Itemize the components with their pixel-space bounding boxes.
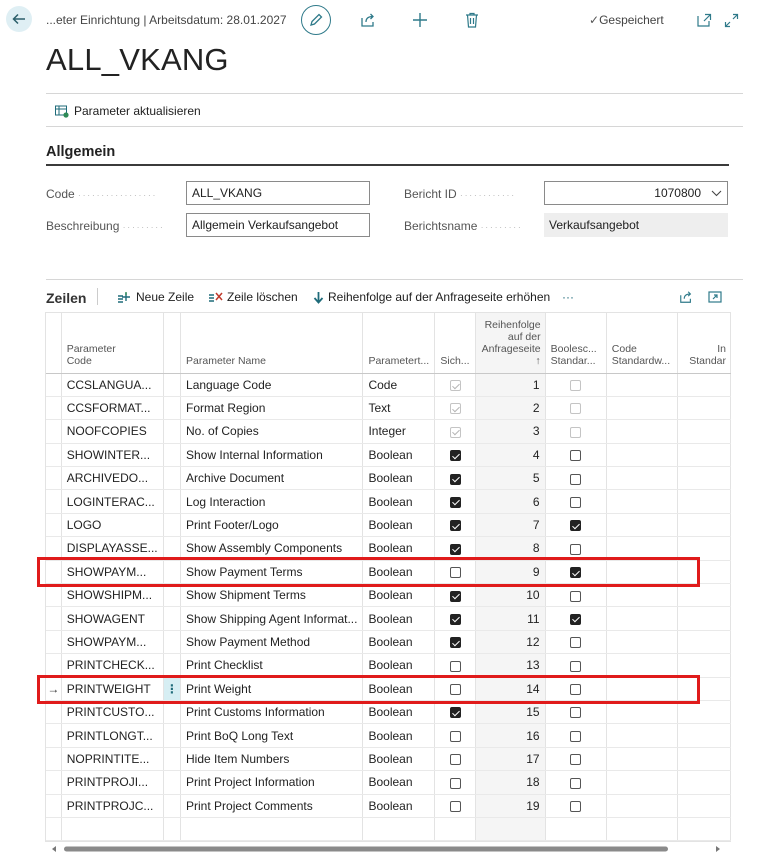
order-cell: 16 [476, 724, 545, 747]
share-button[interactable] [359, 11, 377, 29]
row-menu-cell[interactable] [163, 771, 180, 794]
row-indicator [46, 584, 61, 607]
code-default-cell[interactable] [606, 794, 677, 817]
param-name-cell[interactable]: Log Interaction [181, 490, 363, 513]
table-row[interactable] [46, 724, 731, 747]
bool-default-cell[interactable] [545, 443, 606, 466]
visible-cell[interactable] [435, 584, 476, 607]
param-code-cell[interactable]: SHOWINTER... [61, 443, 163, 466]
bool-default-checkbox[interactable] [570, 637, 581, 648]
bool-default-cell[interactable] [545, 630, 606, 653]
param-type-cell[interactable]: Boolean [363, 677, 435, 700]
int-default-cell[interactable] [677, 630, 730, 653]
param-code-cell[interactable]: DISPLAYASSE... [61, 537, 163, 560]
row-menu-cell[interactable] [163, 630, 180, 653]
visible-checkbox[interactable] [450, 661, 461, 672]
visible-cell[interactable] [435, 724, 476, 747]
table-row[interactable] [46, 490, 731, 513]
param-name-cell[interactable]: Print Project Information [181, 771, 363, 794]
visible-cell[interactable] [435, 467, 476, 490]
order-cell: 2 [476, 396, 545, 419]
row-indicator [46, 630, 61, 653]
open-in-window-icon [708, 290, 722, 304]
bool-default-checkbox [570, 403, 581, 414]
report-id-label: Bericht ID ············ [404, 187, 516, 201]
int-default-cell[interactable] [677, 724, 730, 747]
visible-cell[interactable] [435, 771, 476, 794]
table-body [46, 373, 731, 842]
param-code-cell[interactable]: NOPRINTITE... [61, 747, 163, 770]
param-type-cell[interactable]: Boolean [363, 724, 435, 747]
table-row[interactable] [46, 794, 731, 817]
order-cell: 17 [476, 747, 545, 770]
code-default-cell[interactable] [606, 724, 677, 747]
bool-default-cell[interactable] [545, 584, 606, 607]
row-indicator [46, 654, 61, 677]
table-row[interactable] [46, 630, 731, 653]
visible-cell[interactable] [435, 654, 476, 677]
param-name-cell[interactable]: Show Internal Information [181, 443, 363, 466]
update-parameters-icon [55, 105, 69, 118]
bool-default-checkbox[interactable] [570, 707, 581, 718]
bool-default-cell[interactable] [545, 607, 606, 630]
param-code-cell[interactable]: CCSLANGUA... [61, 373, 163, 396]
page-title: ALL_VKANG [46, 42, 229, 77]
param-code-cell[interactable]: SHOWSHIPM... [61, 584, 163, 607]
param-name-cell[interactable]: Language Code [181, 373, 363, 396]
order-cell: 4 [476, 443, 545, 466]
int-default-cell[interactable] [677, 654, 730, 677]
bool-default-checkbox[interactable] [570, 474, 581, 485]
current-row-arrow-icon: → [47, 681, 60, 696]
visible-checkbox [450, 427, 461, 438]
visible-checkbox [450, 403, 461, 414]
param-code-cell[interactable]: PRINTPROJI... [61, 771, 163, 794]
table-header-row [46, 313, 731, 373]
param-name-cell[interactable]: Show Shipping Agent Informat... [181, 607, 363, 630]
visible-cell[interactable] [435, 443, 476, 466]
visible-checkbox[interactable] [450, 801, 461, 812]
visible-checkbox[interactable] [450, 754, 461, 765]
param-name-cell[interactable]: No. of Copies [181, 420, 363, 443]
open-new-window-icon [697, 13, 712, 28]
order-cell: 19 [476, 794, 545, 817]
bool-default-cell[interactable] [545, 396, 606, 419]
code-default-cell[interactable] [606, 373, 677, 396]
param-code-cell[interactable]: CCSFORMAT... [61, 396, 163, 419]
int-default-cell[interactable] [677, 420, 730, 443]
visible-checkbox[interactable] [450, 544, 461, 555]
bool-default-cell[interactable] [545, 513, 606, 536]
pencil-icon [309, 13, 323, 27]
row-indicator [46, 747, 61, 770]
order-cell: 6 [476, 490, 545, 513]
order-cell: 13 [476, 654, 545, 677]
row-indicator [46, 420, 61, 443]
update-parameters-label: Parameter aktualisieren [74, 104, 201, 118]
code-default-header[interactable]: Code Standardw... [606, 313, 677, 373]
order-cell: 18 [476, 771, 545, 794]
param-type-cell[interactable]: Boolean [363, 490, 435, 513]
empty-row [46, 817, 731, 840]
visible-cell[interactable] [435, 420, 476, 443]
bool-default-checkbox[interactable] [570, 591, 581, 602]
row-indicator [46, 607, 61, 630]
int-default-header[interactable]: In Standar [677, 313, 730, 373]
bool-default-checkbox[interactable] [570, 661, 581, 672]
int-default-cell[interactable] [677, 513, 730, 536]
int-default-cell[interactable] [677, 607, 730, 630]
row-menu-cell[interactable] [163, 584, 180, 607]
check-icon: ✓ [589, 13, 600, 27]
visible-cell[interactable] [435, 513, 476, 536]
new-line-action[interactable] [117, 290, 194, 304]
param-type-cell[interactable]: Text [363, 396, 435, 419]
param-name-header[interactable]: Parameter Name [181, 313, 363, 373]
bool-default-checkbox [570, 427, 581, 438]
table-row[interactable] [46, 747, 731, 770]
param-name-cell[interactable]: Print Footer/Logo [181, 513, 363, 536]
visible-checkbox[interactable] [450, 497, 461, 508]
param-code-cell[interactable]: PRINTCUSTO... [61, 700, 163, 723]
arrow-down-icon [313, 291, 324, 304]
param-type-cell[interactable]: Boolean [363, 443, 435, 466]
bool-default-checkbox [570, 380, 581, 391]
arrow-left-icon [12, 12, 26, 26]
highlight-box-print-weight [37, 675, 700, 704]
param-code-cell[interactable]: LOGO [61, 513, 163, 536]
lines-expand-button[interactable] [706, 288, 724, 306]
param-type-cell[interactable]: Boolean [363, 513, 435, 536]
visible-cell[interactable] [435, 396, 476, 419]
back-button[interactable] [6, 6, 32, 32]
code-default-cell[interactable] [606, 771, 677, 794]
bool-default-cell[interactable] [545, 420, 606, 443]
int-default-cell[interactable] [677, 490, 730, 513]
order-cell: 15 [476, 700, 545, 723]
bool-default-checkbox[interactable] [570, 731, 581, 742]
int-default-cell[interactable] [677, 396, 730, 419]
int-default-cell[interactable] [677, 771, 730, 794]
row-indicator [46, 490, 61, 513]
bool-default-cell[interactable] [545, 747, 606, 770]
row-menu-cell[interactable] [163, 373, 180, 396]
code-label: Code ················· [46, 187, 158, 201]
saved-status [589, 13, 664, 27]
param-code-cell[interactable]: LOGINTERAC... [61, 490, 163, 513]
table-row[interactable] [46, 396, 731, 419]
bool-default-checkbox[interactable] [570, 778, 581, 789]
row-menu-cell[interactable] [163, 420, 180, 443]
general-section-title[interactable]: Allgemein [46, 144, 116, 160]
order-cell: 3 [476, 420, 545, 443]
report-id-value: 1070800 [654, 186, 701, 200]
code-default-cell[interactable] [606, 467, 677, 490]
param-code-cell[interactable]: PRINTCHECK... [61, 654, 163, 677]
more-actions-button[interactable]: ··· [562, 290, 574, 304]
visible-checkbox[interactable] [450, 731, 461, 742]
param-code-cell[interactable]: PRINTWEIGHT [61, 677, 163, 700]
share-icon [360, 12, 376, 28]
param-type-cell[interactable]: Code [363, 373, 435, 396]
table-row[interactable] [46, 513, 731, 536]
visible-checkbox[interactable] [450, 450, 461, 461]
indicator-header [46, 313, 61, 373]
bool-default-cell[interactable] [545, 490, 606, 513]
param-type-cell[interactable]: Boolean [363, 607, 435, 630]
table-row[interactable] [46, 771, 731, 794]
order-cell: 1 [476, 373, 545, 396]
bool-default-checkbox[interactable] [570, 497, 581, 508]
param-name-cell[interactable]: Format Region [181, 396, 363, 419]
code-default-cell[interactable] [606, 490, 677, 513]
param-type-cell[interactable]: Boolean [363, 747, 435, 770]
row-menu-cell[interactable] [163, 724, 180, 747]
param-name-cell[interactable]: Archive Document [181, 467, 363, 490]
bool-default-checkbox[interactable] [570, 450, 581, 461]
param-code-header[interactable]: Parameter Code [61, 313, 163, 373]
order-cell: 7 [476, 513, 545, 536]
bool-default-checkbox[interactable] [570, 520, 581, 531]
visible-checkbox[interactable] [450, 614, 461, 625]
update-parameters-action[interactable] [55, 104, 201, 118]
bool-default-cell[interactable] [545, 373, 606, 396]
order-cell: 12 [476, 630, 545, 653]
row-indicator [46, 771, 61, 794]
param-name-cell[interactable]: Print Project Comments [181, 794, 363, 817]
bool-default-cell[interactable] [545, 794, 606, 817]
lines-share-button[interactable] [677, 288, 695, 306]
param-code-cell[interactable]: ARCHIVEDO... [61, 467, 163, 490]
visible-checkbox[interactable] [450, 520, 461, 531]
new-line-icon [117, 291, 132, 304]
param-code-cell[interactable]: PRINTPROJC... [61, 794, 163, 817]
report-name-field: Verkaufsangebot [544, 213, 728, 237]
code-default-cell[interactable] [606, 443, 677, 466]
int-default-cell[interactable] [677, 373, 730, 396]
row-indicator [46, 373, 61, 396]
table-row[interactable] [46, 584, 731, 607]
bool-default-header[interactable]: Boolesc... Standar... [545, 313, 606, 373]
row-menu-cell[interactable] [163, 747, 180, 770]
report-id-field[interactable] [544, 181, 728, 205]
param-code-cell[interactable]: NOOFCOPIES [61, 420, 163, 443]
param-type-cell[interactable]: Integer [363, 420, 435, 443]
description-field[interactable]: Allgemein Verkaufsangebot [186, 213, 370, 237]
bool-default-checkbox[interactable] [570, 544, 581, 555]
param-code-cell[interactable]: SHOWAGENT [61, 607, 163, 630]
code-default-cell[interactable] [606, 420, 677, 443]
row-indicator [46, 724, 61, 747]
plus-icon [412, 12, 428, 28]
param-type-cell[interactable]: Boolean [363, 630, 435, 653]
visible-checkbox [450, 380, 461, 391]
row-menu-cell[interactable] [163, 396, 180, 419]
code-default-cell[interactable] [606, 654, 677, 677]
row-indicator [46, 513, 61, 536]
table-row[interactable] [46, 373, 731, 396]
visible-cell[interactable] [435, 794, 476, 817]
trash-icon [465, 12, 479, 28]
chevron-down-icon [711, 190, 722, 197]
empty-row [46, 841, 731, 842]
delete-line-action[interactable] [208, 290, 298, 304]
order-cell: 11 [476, 607, 545, 630]
param-type-cell[interactable]: Boolean [363, 771, 435, 794]
visible-checkbox[interactable] [450, 591, 461, 602]
order-cell: 14 [476, 677, 545, 700]
param-type-cell[interactable]: Boolean [363, 794, 435, 817]
table-row[interactable] [46, 443, 731, 466]
row-indicator [46, 467, 61, 490]
int-default-cell[interactable] [677, 443, 730, 466]
visible-header[interactable]: Sich... [435, 313, 476, 373]
code-field[interactable]: ALL_VKANG [186, 181, 370, 205]
param-type-header[interactable]: Parametert... [363, 313, 435, 373]
delete-button[interactable] [463, 11, 481, 29]
int-default-cell[interactable] [677, 467, 730, 490]
move-up-label: Reihenfolge auf der Anfrageseite erhöhen [328, 290, 551, 304]
row-menu-cell[interactable] [163, 467, 180, 490]
order-cell: 10 [476, 584, 545, 607]
int-default-cell[interactable] [677, 794, 730, 817]
horizontal-scrollbar[interactable] [50, 843, 730, 853]
report-name-label: Berichtsname ········· [404, 219, 523, 233]
more-vertical-icon[interactable]: ⋮ [165, 681, 178, 696]
table-row[interactable] [46, 467, 731, 490]
visible-cell[interactable] [435, 747, 476, 770]
param-name-cell[interactable]: Print Checklist [181, 654, 363, 677]
visible-cell[interactable] [435, 373, 476, 396]
row-menu-header [163, 313, 180, 373]
bool-default-cell[interactable] [545, 771, 606, 794]
new-button[interactable] [411, 11, 429, 29]
row-menu-cell[interactable] [163, 654, 180, 677]
param-type-cell[interactable]: Boolean [363, 700, 435, 723]
bool-default-cell[interactable] [545, 654, 606, 677]
order-cell: 9 [476, 560, 545, 583]
bool-default-cell[interactable] [545, 724, 606, 747]
param-name-cell[interactable]: Show Shipment Terms [181, 584, 363, 607]
param-type-cell[interactable]: Boolean [363, 467, 435, 490]
expand-button[interactable] [722, 11, 740, 29]
bool-default-checkbox[interactable] [570, 754, 581, 765]
bool-default-checkbox[interactable] [570, 801, 581, 812]
param-name-cell[interactable]: Print Customs Information [181, 700, 363, 723]
bool-default-cell[interactable] [545, 467, 606, 490]
new-line-label: Neue Zeile [136, 290, 195, 304]
lines-section-title[interactable]: Zeilen [46, 290, 87, 306]
param-type-cell[interactable]: Boolean [363, 654, 435, 677]
code-default-cell[interactable] [606, 607, 677, 630]
param-type-cell[interactable]: Boolean [363, 584, 435, 607]
share-icon [679, 290, 693, 304]
visible-checkbox[interactable] [450, 707, 461, 718]
code-default-cell[interactable] [606, 584, 677, 607]
param-name-cell[interactable]: Show Payment Terms [181, 560, 363, 583]
description-label: Beschreibung ········· [46, 219, 165, 233]
row-menu-cell[interactable] [163, 794, 180, 817]
row-indicator [46, 396, 61, 419]
highlight-box-payment-terms [37, 557, 700, 587]
saved-label: Gespeichert [599, 13, 664, 27]
code-default-cell[interactable] [606, 396, 677, 419]
param-code-cell[interactable]: SHOWPAYM... [61, 560, 163, 583]
visible-checkbox[interactable] [450, 474, 461, 485]
expand-icon [724, 13, 739, 28]
visible-cell[interactable] [435, 630, 476, 653]
visible-cell[interactable] [435, 490, 476, 513]
order-header[interactable]: Reihenfolge auf der Anfrageseite ↑ [476, 313, 545, 373]
order-cell: 5 [476, 467, 545, 490]
edit-button[interactable] [301, 5, 331, 35]
param-name-cell[interactable]: Print BoQ Long Text [181, 724, 363, 747]
order-cell: 8 [476, 537, 545, 560]
param-name-cell[interactable]: Show Payment Method [181, 630, 363, 653]
int-default-cell[interactable] [677, 584, 730, 607]
row-menu-cell[interactable] [163, 607, 180, 630]
row-indicator [46, 794, 61, 817]
breadcrumb: ...eter Einrichtung | Arbeitsdatum: 28.01.2027 [46, 13, 287, 27]
code-default-cell[interactable] [606, 513, 677, 536]
param-code-cell[interactable]: PRINTLONGT... [61, 724, 163, 747]
table-row[interactable] [46, 607, 731, 630]
delete-line-icon [208, 291, 223, 303]
row-menu-cell[interactable] [163, 443, 180, 466]
row-indicator [46, 443, 61, 466]
param-name-cell[interactable]: Print Weight [181, 677, 363, 700]
param-name-cell[interactable]: Hide Item Numbers [181, 747, 363, 770]
code-default-cell[interactable] [606, 747, 677, 770]
move-up-action[interactable] [313, 290, 550, 304]
delete-line-label: Zeile löschen [227, 290, 298, 304]
open-new-window-button[interactable] [695, 11, 713, 29]
code-default-cell[interactable] [606, 630, 677, 653]
int-default-cell[interactable] [677, 747, 730, 770]
param-name-cell[interactable]: Show Assembly Components [181, 537, 363, 560]
param-code-cell[interactable]: SHOWPAYM... [61, 630, 163, 653]
table-row[interactable] [46, 654, 731, 677]
param-type-cell[interactable]: Boolean [363, 537, 435, 560]
table-row[interactable] [46, 420, 731, 443]
bool-default-checkbox[interactable] [570, 614, 581, 625]
row-menu-cell[interactable] [163, 513, 180, 536]
visible-checkbox[interactable] [450, 778, 461, 789]
param-type-cell[interactable]: Boolean [363, 560, 435, 583]
visible-checkbox[interactable] [450, 637, 461, 648]
visible-cell[interactable] [435, 607, 476, 630]
row-menu-cell[interactable] [163, 490, 180, 513]
